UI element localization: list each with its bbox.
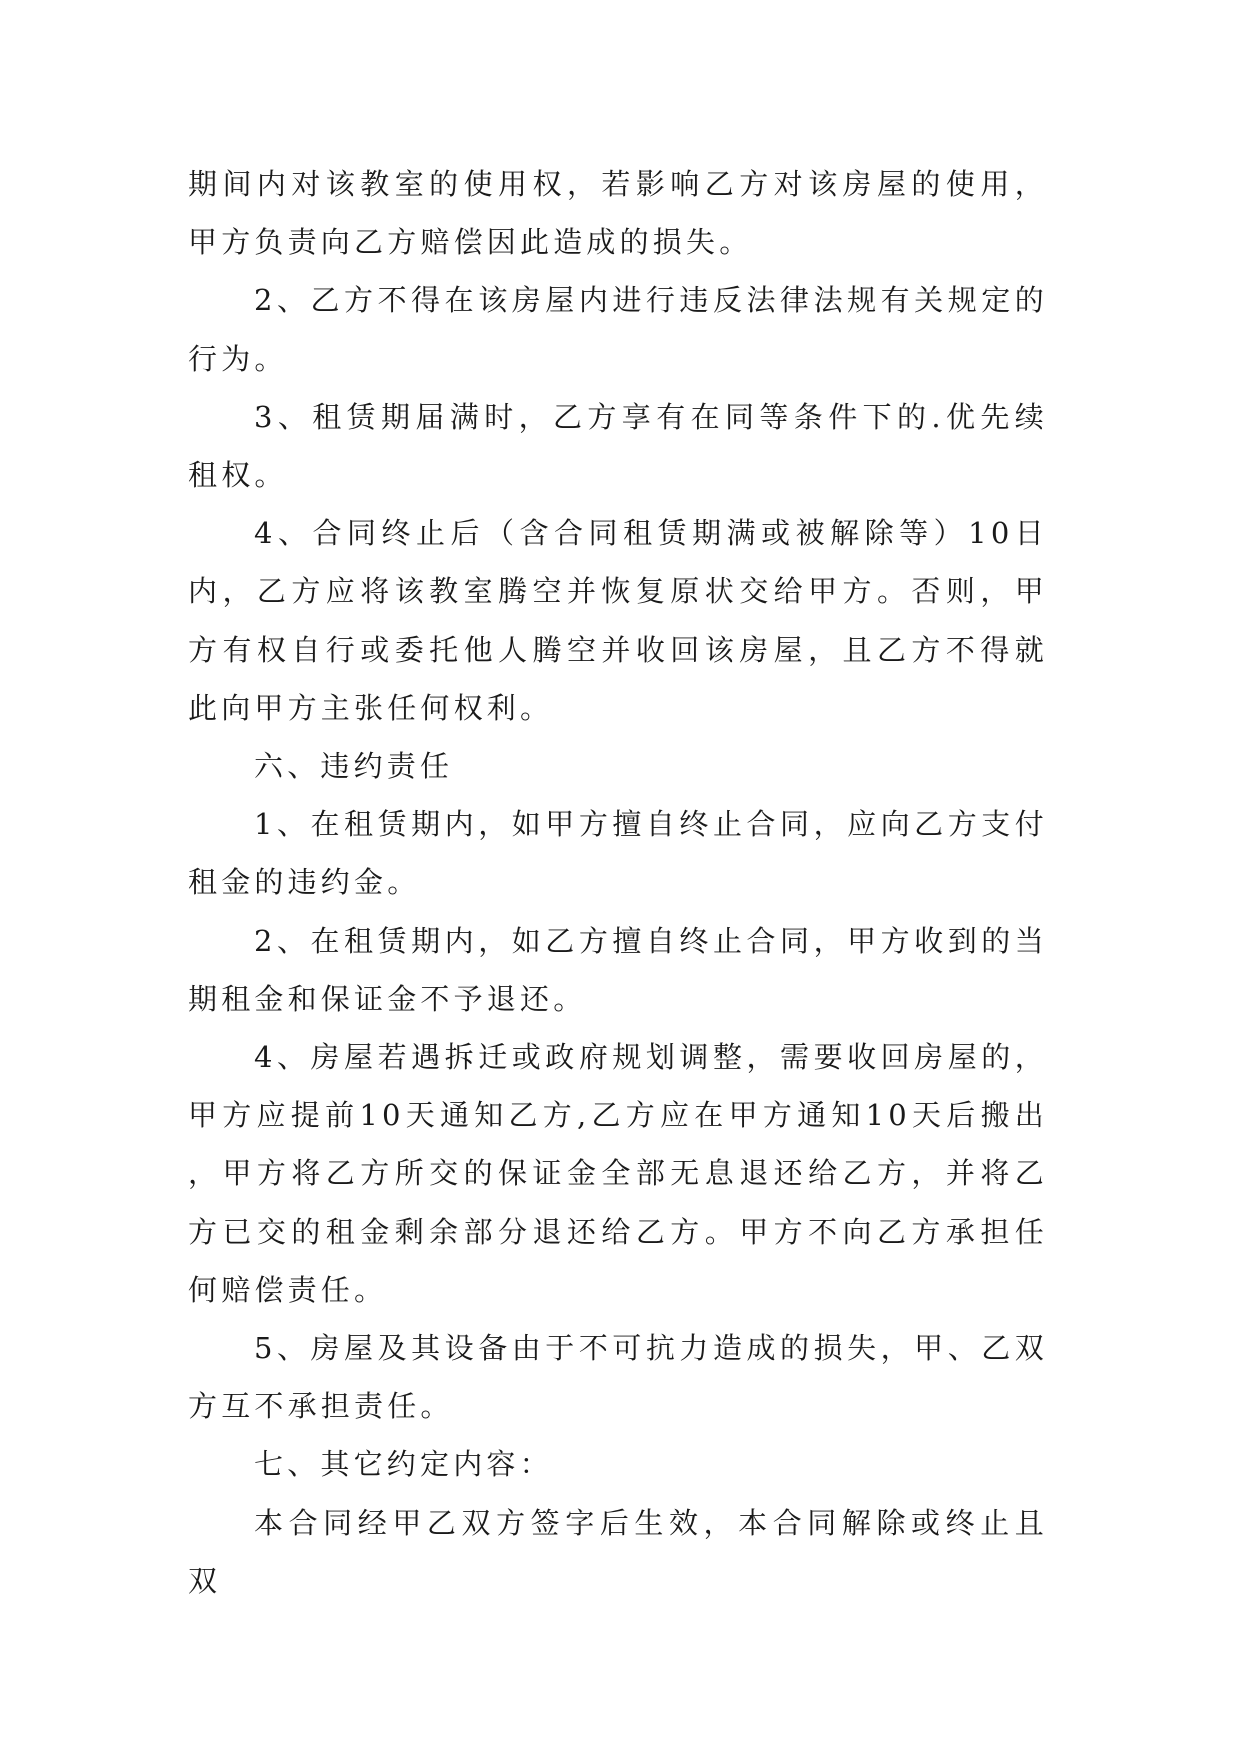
paragraph-breach-1: 1、在租赁期内，如甲方擅自终止合同，应向乙方支付租金的违约金。 [188,807,1048,900]
paragraph-clause-3-renewal-right: 3、租赁期届满时，乙方享有在同等条件下的.优先续租权。 [188,399,1048,493]
section-heading-breach-liability: 六、违约责任 [254,749,454,784]
paragraph-breach-5-force-majeure: 5、房屋及其设备由于不可抗力造成的损失，甲、乙双方互不承担责任。 [188,1331,1048,1424]
section-heading-other-terms: 七、其它约定内容： [254,1447,553,1482]
paragraph-clause-2-illegal-acts: 2、乙方不得在该房屋内进行违反法律法规有关规定的行为。 [188,283,1048,376]
paragraph-clause-4-vacate: 4、合同终止后（含合同租赁期满或被解除等）10日内，乙方应将该教室腾空并恢复原状交给甲方。否则，甲方有权自行或委托他人腾空并收回该房屋，且乙方不得就此向甲方主张任何权利。 [188,516,1048,725]
paragraph-breach-4-relocation: 4、房屋若遇拆迁或政府规划调整，需要收回房屋的，甲方应提前10天通知乙方,乙方应在甲方通知10天后搬出，甲方将乙方所交的保证金全部无息退还给乙方，并将乙方已交的租金剩余部分退还给乙方。甲方不向乙方承担任何赔偿责任。 [188,1040,1049,1307]
paragraph-effectiveness: 本合同经甲乙双方签字后生效，本合同解除或终止且双 [188,1505,1048,1598]
paragraph-breach-2: 2、在租赁期内，如乙方擅自终止合同，甲方收到的当期租金和保证金不予退还。 [188,923,1048,1016]
paragraph-continuation: 期间内对该教室的使用权，若影响乙方对该房屋的使用，甲方负责向乙方赔偿因此造成的损失。 [188,167,1048,260]
document-body [188,155,1048,1610]
